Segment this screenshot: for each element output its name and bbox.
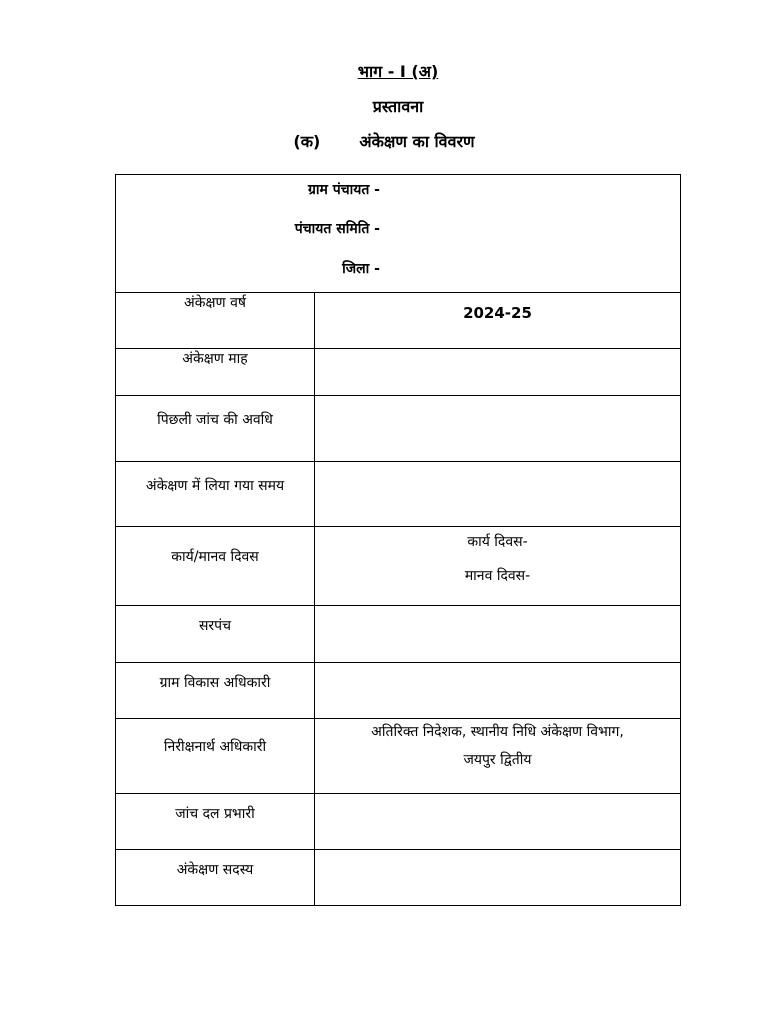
table-row bbox=[116, 527, 681, 606]
row-label-inspecting-officer: निरीक्षनार्थ अधिकारी bbox=[116, 719, 315, 794]
table-row bbox=[116, 663, 681, 719]
row-value-audit-members bbox=[315, 850, 681, 906]
row-value-village-dev-officer bbox=[315, 663, 681, 719]
row-value-time-taken bbox=[315, 462, 681, 527]
row-label-audit-month: अंकेक्षण माह bbox=[116, 349, 315, 396]
table-row bbox=[116, 606, 681, 663]
row-label-audit-members: अंकेक्षण सदस्य bbox=[116, 850, 315, 906]
header-box-row bbox=[116, 175, 681, 293]
row-value-inspecting-officer bbox=[315, 719, 681, 794]
header-box bbox=[116, 175, 681, 293]
audit-details-table bbox=[115, 174, 681, 906]
table-row bbox=[116, 719, 681, 794]
section-heading bbox=[0, 132, 768, 152]
row-label-team-in-charge: जांच दल प्रभारी bbox=[116, 794, 315, 850]
table-row bbox=[116, 349, 681, 396]
row-label-time-taken: अंकेक्षण में लिया गया समय bbox=[116, 462, 315, 527]
gram-panchayat-label: ग्राम पंचायत - bbox=[307, 182, 380, 198]
table-row bbox=[116, 794, 681, 850]
row-value-team-in-charge bbox=[315, 794, 681, 850]
row-label-sarpanch: सरपंच bbox=[116, 606, 315, 663]
row-label-work-man-days: कार्य/मानव दिवस bbox=[116, 527, 315, 606]
row-label-previous-inspection: पिछली जांच की अवधि bbox=[116, 396, 315, 462]
work-days-text: कार्य दिवस- bbox=[467, 534, 528, 550]
section-mark: (क) bbox=[293, 132, 321, 151]
table-row bbox=[116, 396, 681, 462]
row-label-village-dev-officer: ग्राम विकास अधिकारी bbox=[116, 663, 315, 719]
row-value-sarpanch bbox=[315, 606, 681, 663]
section-title: अंकेक्षण का विवरण bbox=[359, 132, 475, 151]
inspecting-officer-line-2: जयपुर द्वितीय bbox=[463, 752, 532, 768]
row-label-audit-year: अंकेक्षण वर्ष bbox=[116, 293, 315, 349]
table-row bbox=[116, 293, 681, 349]
row-value-work-man-days bbox=[315, 527, 681, 606]
panchayat-samiti-label: पंचायत समिति - bbox=[294, 221, 380, 237]
inspecting-officer-line-1: अतिरिक्त निदेशक, स्थानीय निधि अंकेक्षण विभाग, bbox=[371, 724, 624, 740]
row-value-audit-month bbox=[315, 349, 681, 396]
district-label: जिला - bbox=[342, 261, 380, 277]
row-value-audit-year: 2024-25 bbox=[315, 293, 681, 349]
table-row bbox=[116, 462, 681, 527]
man-days-text: मानव दिवस- bbox=[464, 568, 531, 584]
part-heading: भाग - I (अ) bbox=[357, 62, 439, 81]
table-row bbox=[116, 850, 681, 906]
row-value-previous-inspection bbox=[315, 396, 681, 462]
intro-heading: प्रस्तावना bbox=[372, 97, 424, 116]
